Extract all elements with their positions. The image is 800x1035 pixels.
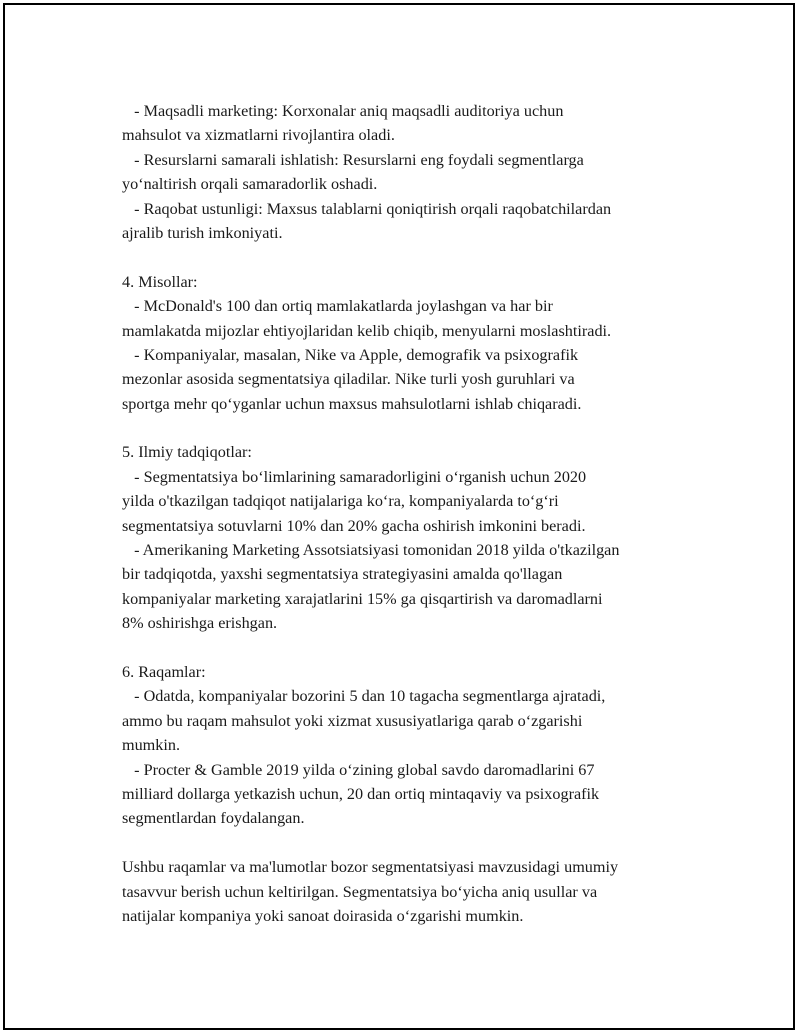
text-line: mahsulot va xizmatlarni rivojlantira oladi. [122,126,395,145]
paragraph-gap [122,831,702,855]
section-heading: 4. Misollar: [122,272,198,291]
paragraph-gap [122,245,702,269]
text-line: tasavvur berish uchun keltirilgan. Segmentatsiya bo‘yicha aniq usullar va [122,882,598,901]
page-frame [3,3,795,1030]
text-line: Ushbu raqamlar va ma'lumotlar bozor segmentatsiyasi mavzusidagi umumiy [122,858,619,877]
text-line: milliard dollarga yetkazish uchun, 20 dan ortiq mintaqaviy va psixografik [122,784,600,803]
text-line: sportga mehr qo‘yganlar uchun maxsus mahsulotlarni ishlab chiqaradi. [122,394,582,413]
text-line: mamlakatda mijozlar ehtiyojlaridan kelib chiqib, menyularni moslashtiradi. [122,321,612,340]
text-line: segmentatsiya sotuvlarni 10% dan 20% gacha oshirish imkonini beradi. [122,516,586,535]
text-line: - Segmentatsiya bo‘limlarining samaradorligini o‘rganish uchun 2020 [122,467,587,486]
text-line: - Kompaniyalar, masalan, Nike va Apple, demografik va psixografik [122,345,579,364]
text-line: 8% oshirishga erishgan. [122,614,278,633]
section-heading: 6. Raqamlar: [122,662,206,681]
section-benefits [122,99,702,245]
text-line: yo‘naltirish orqali samaradorlik oshadi. [122,175,378,194]
section-heading: 5. Ilmiy tadqiqotlar: [122,443,252,462]
text-line: - Procter & Gamble 2019 yilda o‘zining global savdo daromadlarini 67 [122,760,595,779]
text-line: segmentlardan foydalangan. [122,809,305,828]
text-line: bir tadqiqotda, yaxshi segmentatsiya strategiyasini amalda qo'llagan [122,565,563,584]
text-line: mumkin. [122,736,181,755]
section-research [122,440,702,635]
text-line: - Amerikaning Marketing Assotsiatsiyasi tomonidan 2018 yilda o'tkazilgan [122,541,620,560]
section-examples [122,270,702,416]
document-body [122,99,702,928]
text-line: - Odatda, kompaniyalar bozorini 5 dan 10 tagacha segmentlarga ajratadi, [122,687,606,706]
text-line: natijalar kompaniya yoki sanoat doirasida o‘zgarishi mumkin. [122,906,524,925]
section-conclusion [122,855,702,928]
text-line: mezonlar asosida segmentatsiya qiladilar. Nike turli yosh guruhlari va [122,370,575,389]
text-line: - McDonald's 100 dan ortiq mamlakatlarda joylashgan va har bir [122,297,553,316]
text-line: - Resurslarni samarali ishlatish: Resurslarni eng foydali segmentlarga [122,150,584,169]
paragraph-gap [122,416,702,440]
text-line: - Maqsadli marketing: Korxonalar aniq maqsadli auditoriya uchun [122,102,564,120]
text-line: yilda o'tkazilgan tadqiqot natijalariga ko‘ra, kompaniyalarda to‘g‘ri [122,492,559,511]
section-numbers [122,660,702,831]
text-line: - Raqobat ustunligi: Maxsus talablarni qoniqtirish orqali raqobatchilardan [122,199,612,218]
text-line: ajralib turish imkoniyati. [122,223,283,242]
text-line: kompaniyalar marketing xarajatlarini 15% ga qisqartirish va daromadlarni [122,589,603,608]
text-line: ammo bu raqam mahsulot yoki xizmat xususiyatlariga qarab o‘zgarishi [122,711,583,730]
paragraph-gap [122,636,702,660]
